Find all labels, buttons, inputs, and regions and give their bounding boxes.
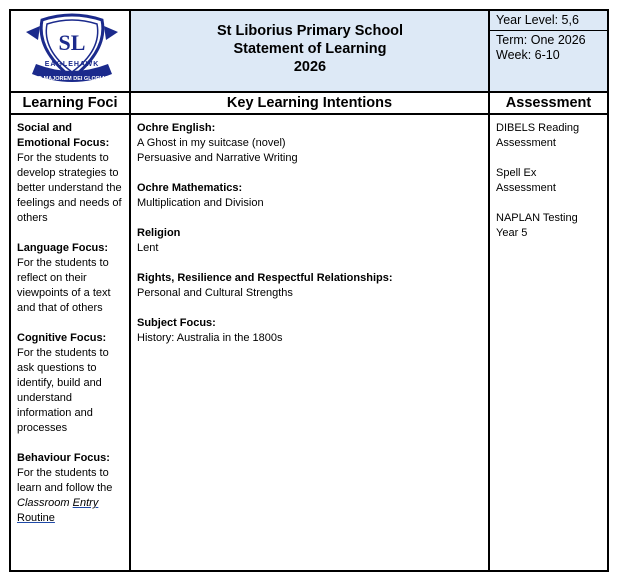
assessment-line: DIBELS Reading [496,122,580,134]
intention-line: Persuasive and Narrative Writing [137,152,298,164]
doc-year: 2026 [293,59,327,75]
logo-wing-right [104,26,118,40]
intention-religion [137,226,482,256]
intention-heading: Ochre Mathematics: [137,182,243,194]
year-level: Year Level: 5,6 [496,13,579,27]
school-logo [22,12,122,90]
intention-heading: Religion [137,227,181,239]
assessment-line: NAPLAN Testing [496,212,578,224]
divider-meta [489,30,609,31]
assessment-line: Year 5 [496,227,528,239]
doc-title: Statement of Learning [233,41,387,57]
intention-line: A Ghost in my suitcase (novel) [137,137,286,149]
focus-text: For the students to develop strategies to better understand the feelings and needs of others [17,152,122,224]
focus-social-emotional [17,121,127,226]
intention-line: Lent [137,242,159,254]
assessment-line: Spell Ex [496,167,537,179]
assessment-line: Assessment [496,182,556,194]
routine-link[interactable]: Routine [17,512,55,524]
intention-subject-focus [137,316,482,346]
logo-initials: SL [58,30,86,55]
col-key-learning-intentions: Key Learning Intentions [226,95,393,111]
focus-text: For the students to reflect on their viewpoints of a text and that of others [17,257,111,314]
assessment-dibels [496,121,604,151]
assessment-spell-ex [496,166,604,196]
intention-line: Personal and Cultural Strengths [137,287,293,299]
col-learning-foci: Learning Foci [22,95,118,111]
logo-motto: AD MAJOREM DEI GLORIAM [34,76,110,82]
assessment-column [496,121,604,256]
intention-english [137,121,482,166]
focus-heading: Cognitive Focus: [17,332,107,344]
intention-line: History: Australia in the 1800s [137,332,283,344]
entry-routine-link[interactable]: Entry [72,497,99,509]
focus-heading: Language Focus: [17,242,109,254]
term: Term: One 2026 [496,33,586,47]
focus-cognitive [17,331,127,436]
focus-text: For the students to ask questions to identify, build and understand information and processes [17,347,109,434]
assessment-line: Assessment [496,137,556,149]
col-assessment: Assessment [505,95,592,111]
border-right [607,9,609,572]
document-title [130,22,490,76]
intention-respectful-relationships [137,271,482,301]
border-bottom [9,570,609,572]
focus-heading: Behaviour Focus: [17,452,110,464]
intention-line: Multiplication and Division [137,197,264,209]
logo-wing-left [26,26,40,40]
border-top [9,9,609,11]
focus-text: For the students to learn and follow the [17,467,113,494]
intentions-column [137,121,482,361]
intention-heading: Ochre English: [137,122,216,134]
intention-heading: Subject Focus: [137,317,216,329]
focus-language [17,241,127,316]
focus-behaviour [17,451,127,526]
school-name: St Liborius Primary School [216,23,404,39]
intention-heading: Rights, Resilience and Respectful Relationships: [137,272,393,284]
focus-heading: Social and Emotional Focus: [17,122,110,149]
week: Week: 6-10 [496,48,560,62]
divider-colheads [9,113,609,115]
classroom-link-text: Classroom [17,497,70,509]
foci-column [17,121,127,541]
intention-mathematics [137,181,482,211]
logo-ribbon-text: EAGLEHAWK [44,61,100,68]
assessment-naplan [496,211,604,241]
divider-header [9,91,609,93]
